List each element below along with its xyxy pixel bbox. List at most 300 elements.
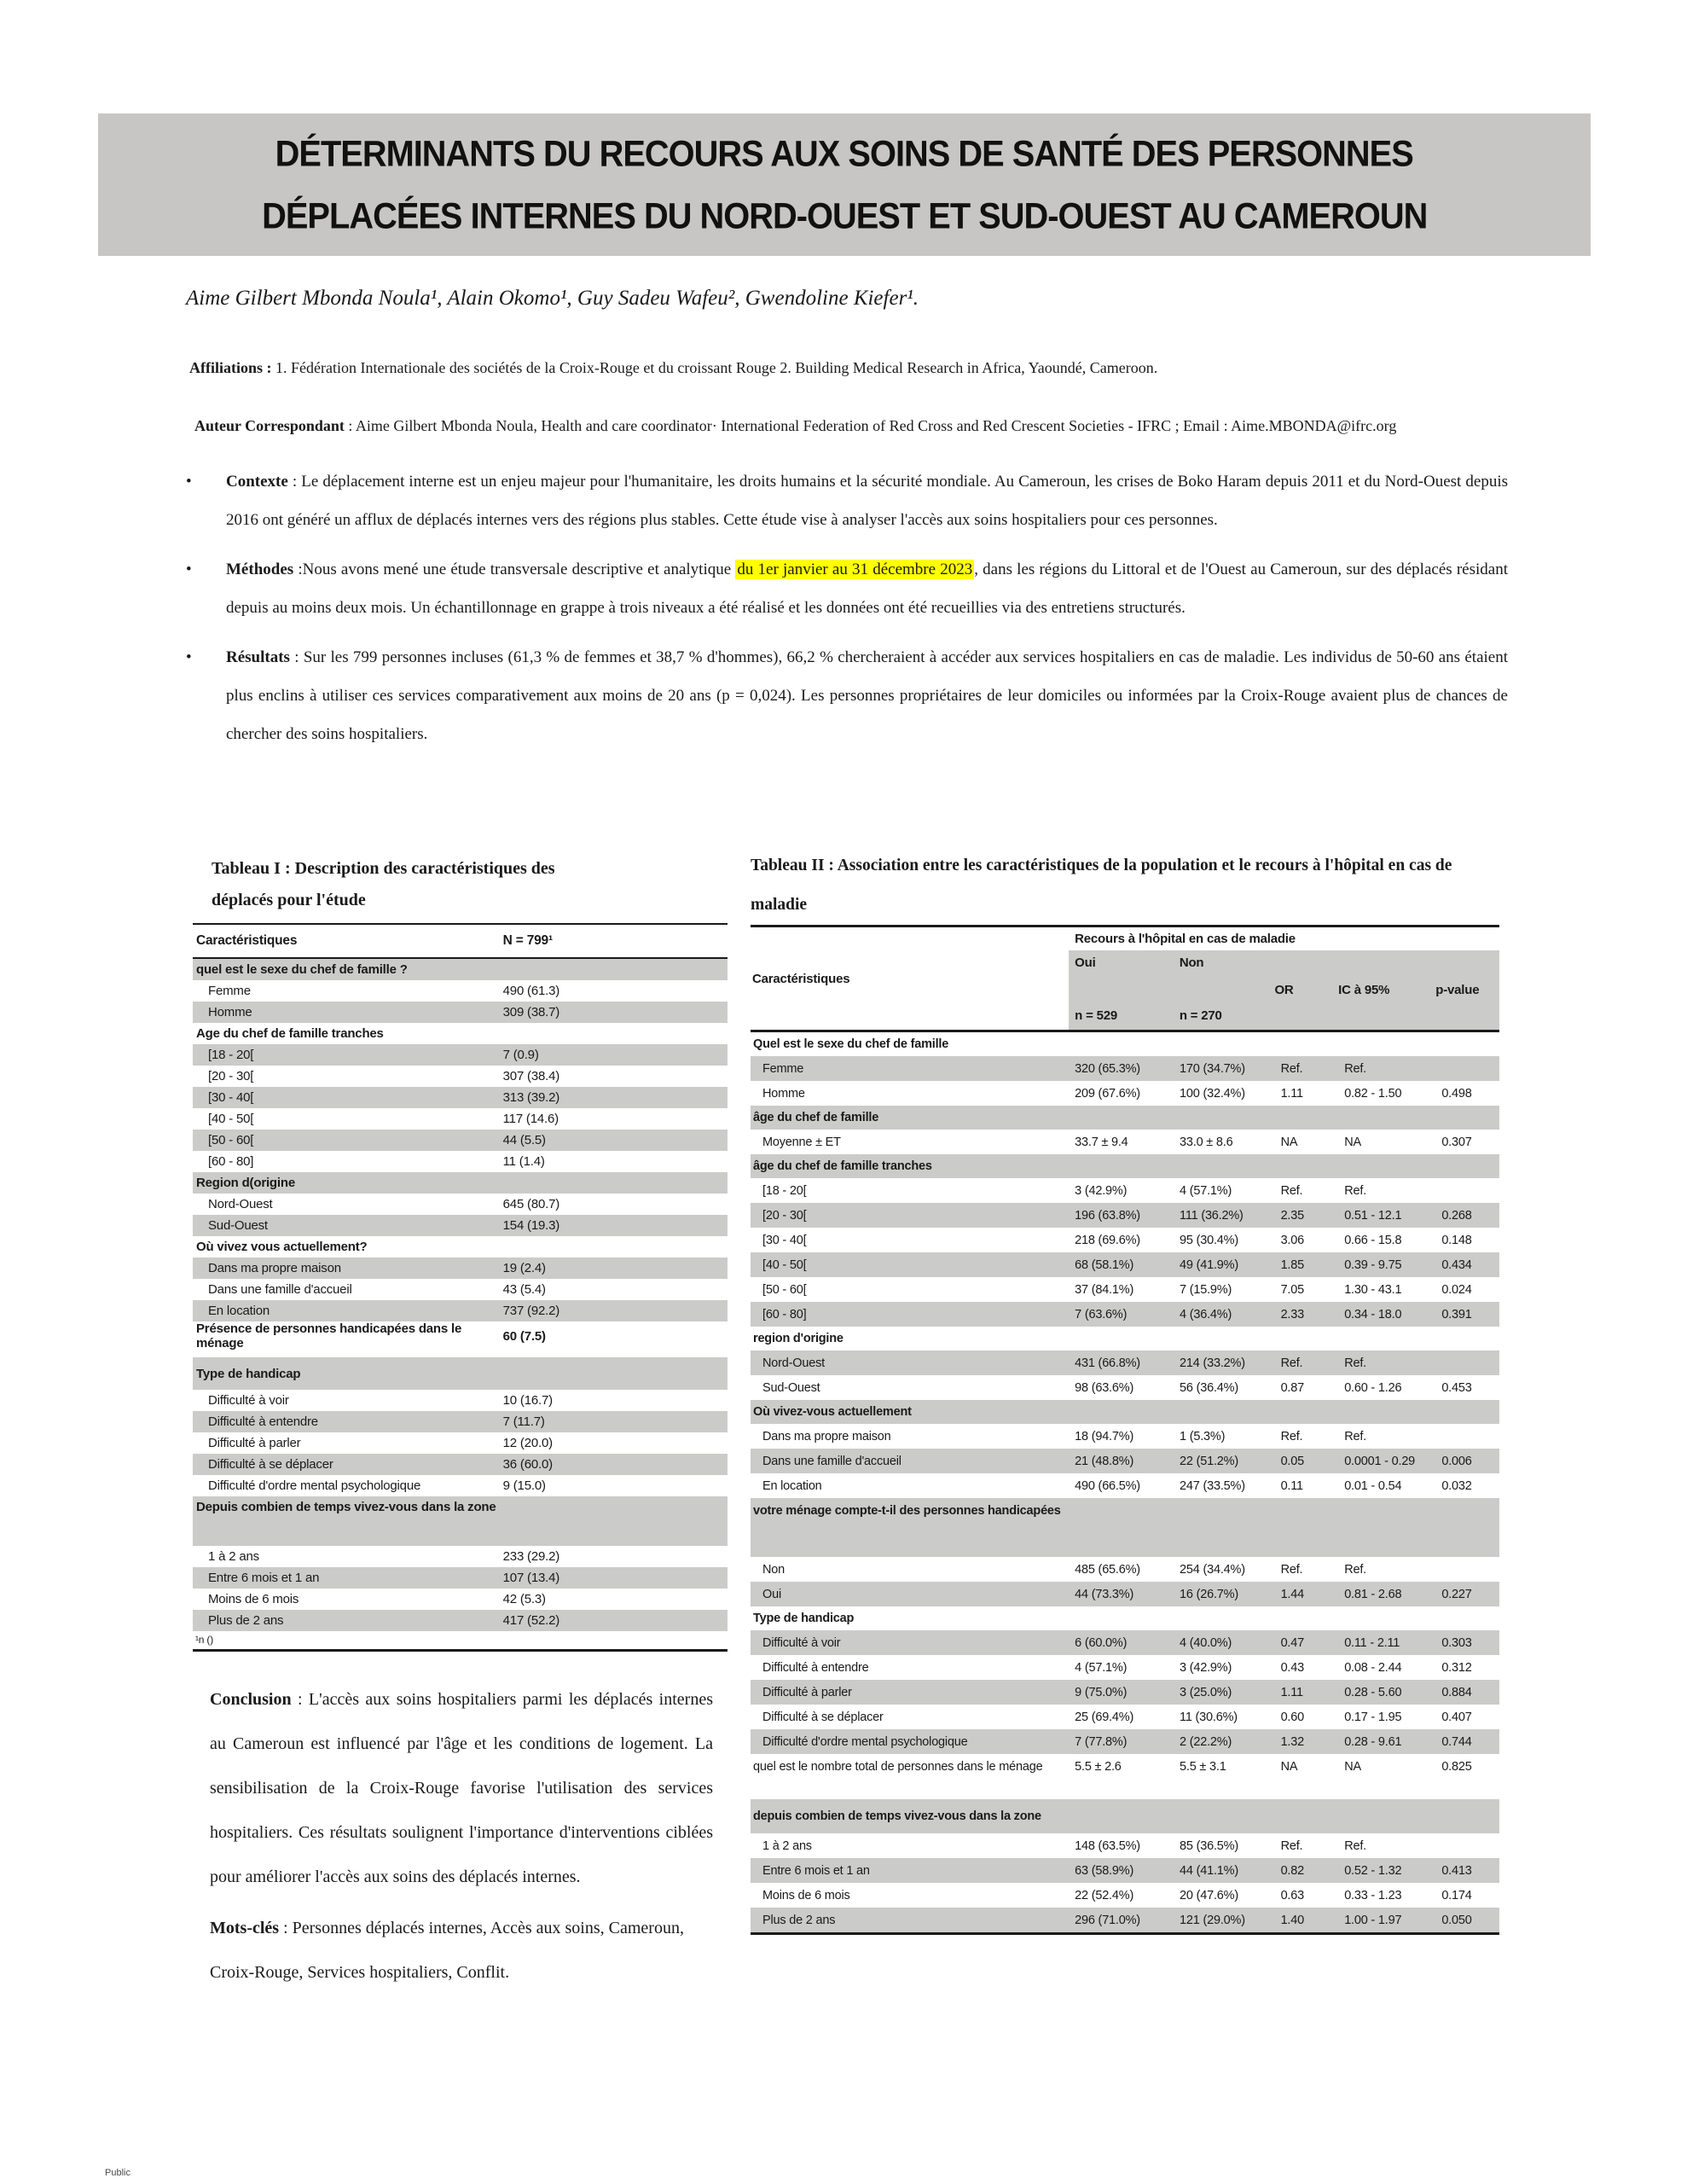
row-ic: 0.28 - 5.60: [1344, 1685, 1402, 1699]
row-value: 7 (0.9): [502, 1048, 539, 1062]
row-value: 7 (11.7): [502, 1414, 545, 1429]
row-non: 3 (42.9%): [1180, 1660, 1232, 1675]
row-pvalue: 0.174: [1441, 1888, 1472, 1902]
table2-row: [751, 1130, 1499, 1154]
row-non: 5.5 ± 3.1: [1180, 1759, 1226, 1774]
row-pvalue: 0.024: [1441, 1282, 1472, 1297]
row-or: 1.32: [1280, 1734, 1304, 1749]
row-label: Region d(origine: [196, 1176, 295, 1190]
table1-row: [193, 959, 728, 980]
row-label: Où vivez vous actuellement?: [196, 1240, 368, 1254]
table1-row: [193, 1023, 728, 1044]
table2-row: [751, 1606, 1499, 1630]
table2-header-span: Recours à l'hôpital en cas de maladie: [1075, 932, 1296, 946]
poster-title-line1: DÉTERMINANTS DU RECOURS AUX SOINS DE SANTÉ DES PERSONNES: [275, 132, 1414, 174]
table1: [193, 923, 728, 1652]
row-pvalue: 0.407: [1441, 1710, 1472, 1724]
row-ic: 1.30 - 43.1: [1344, 1282, 1402, 1297]
row-ic: 0.82 - 1.50: [1344, 1086, 1402, 1101]
row-label: Difficulté d'ordre mental psychologique: [762, 1734, 968, 1749]
row-or: 2.35: [1280, 1208, 1304, 1223]
row-ic: 0.01 - 0.54: [1344, 1478, 1402, 1493]
table1-row: [193, 980, 728, 1002]
row-oui: 33.7 ± 9.4: [1075, 1135, 1128, 1149]
row-pvalue: 0.434: [1441, 1258, 1472, 1272]
table2-row: [751, 1228, 1499, 1252]
row-pvalue: 0.227: [1441, 1587, 1472, 1601]
row-label: Moyenne ± ET: [762, 1135, 841, 1149]
bullet-resultats: [143, 638, 1508, 753]
table2-row: [751, 1858, 1499, 1883]
row-label: Nord-Ouest: [762, 1356, 825, 1370]
row-or: Ref.: [1280, 1838, 1303, 1853]
table2-header-columns: [1069, 950, 1499, 1030]
row-label: Où vivez-vous actuellement: [753, 1405, 912, 1419]
row-value: 309 (38.7): [502, 1005, 560, 1019]
row-label: Plus de 2 ans: [762, 1913, 836, 1927]
table2-row: [751, 1327, 1499, 1350]
table2-title: Tableau II : Association entre les caractéristiques de la population et le recours à l'hôpital en cas de maladie: [751, 857, 1452, 914]
row-ic: NA: [1344, 1135, 1361, 1149]
row-label: Difficulté à voir: [762, 1635, 841, 1650]
row-label: Nord-Ouest: [208, 1197, 273, 1211]
row-or: 3.06: [1280, 1233, 1304, 1247]
row-or: NA: [1280, 1135, 1298, 1149]
row-non: 254 (34.4%): [1180, 1562, 1245, 1577]
row-oui: 68 (58.1%): [1075, 1258, 1134, 1272]
row-oui: 485 (65.6%): [1075, 1562, 1140, 1577]
row-ic: Ref.: [1344, 1356, 1366, 1370]
row-non: 7 (15.9%): [1180, 1282, 1232, 1297]
row-value: 42 (5.3): [502, 1592, 546, 1606]
table1-row: [193, 1432, 728, 1454]
row-label: region d'origine: [753, 1332, 844, 1345]
poster-title-line2: DÉPLACÉES INTERNES DU NORD-OUEST ET SUD-OUEST AU CAMEROUN: [261, 195, 1428, 236]
row-non: 4 (36.4%): [1180, 1307, 1232, 1321]
row-oui: 7 (63.6%): [1075, 1307, 1128, 1321]
row-or: 0.82: [1280, 1863, 1304, 1878]
row-value: 107 (13.4): [502, 1571, 560, 1585]
row-label: Entre 6 mois et 1 an: [762, 1863, 870, 1878]
methodes-label: Méthodes: [226, 561, 294, 578]
row-oui: 7 (77.8%): [1075, 1734, 1128, 1749]
row-label: Moins de 6 mois: [762, 1888, 850, 1902]
table1-row: [193, 1589, 728, 1610]
table2-row: [751, 1754, 1499, 1779]
keywords-paragraph: [210, 1906, 713, 1995]
table1-row: [193, 1357, 728, 1390]
table2-row: [751, 1203, 1499, 1228]
row-non: 20 (47.6%): [1180, 1888, 1238, 1902]
affiliations-line: [189, 359, 1157, 377]
row-non: 1 (5.3%): [1180, 1429, 1226, 1443]
table1-row: [193, 1130, 728, 1151]
row-label: Moins de 6 mois: [208, 1592, 299, 1606]
row-ic: Ref.: [1344, 1562, 1366, 1577]
row-non: 100 (32.4%): [1180, 1086, 1245, 1101]
table2-row: [751, 1081, 1499, 1106]
row-label: Difficulté à parler: [208, 1436, 301, 1450]
row-oui: 209 (67.6%): [1075, 1086, 1140, 1101]
row-value: 490 (61.3): [502, 984, 560, 998]
row-ic: Ref.: [1344, 1061, 1366, 1076]
row-label: Difficulté à entendre: [762, 1660, 869, 1675]
row-oui: 4 (57.1%): [1075, 1660, 1128, 1675]
row-or: Ref.: [1280, 1562, 1303, 1577]
table2-row: [751, 1277, 1499, 1302]
row-or: 0.43: [1280, 1660, 1304, 1675]
row-label: Dans ma propre maison: [762, 1429, 891, 1443]
table1-row: [193, 1044, 728, 1066]
row-label: [50 - 60[: [208, 1133, 254, 1147]
row-label: quel est le sexe du chef de famille ?: [196, 962, 408, 977]
table2-header-ic: IC à 95%: [1338, 983, 1390, 997]
row-pvalue: 0.744: [1441, 1734, 1472, 1749]
methodes-highlighted-period: du 1er janvier au 31 décembre 2023: [737, 561, 973, 578]
table2-header: [751, 927, 1499, 1032]
row-oui: 196 (63.8%): [1075, 1208, 1140, 1223]
row-label: quel est le nombre total de personnes dans le ménage: [753, 1759, 1043, 1774]
row-pvalue: 0.453: [1441, 1380, 1472, 1395]
row-ic: 0.34 - 18.0: [1344, 1307, 1402, 1321]
table2-row: [751, 1655, 1499, 1680]
row-label: Age du chef de famille tranches: [196, 1026, 384, 1041]
row-pvalue: 0.307: [1441, 1135, 1472, 1149]
row-label: Femme: [208, 984, 251, 998]
row-or: 1.85: [1280, 1258, 1304, 1272]
row-non: 33.0 ± 8.6: [1180, 1135, 1233, 1149]
row-label: [40 - 50[: [208, 1112, 254, 1126]
table2-row: [751, 1302, 1499, 1327]
row-oui: 6 (60.0%): [1075, 1635, 1128, 1650]
row-non: 2 (22.2%): [1180, 1734, 1232, 1749]
row-label: Difficulté à se déplacer: [762, 1710, 884, 1724]
row-pvalue: 0.050: [1441, 1913, 1472, 1927]
row-label: Difficulté à se déplacer: [208, 1457, 333, 1472]
row-non: 111 (36.2%): [1180, 1208, 1244, 1223]
table2-row: [751, 1705, 1499, 1729]
row-or: 1.11: [1280, 1086, 1303, 1101]
table1-header-n: N = 799¹: [502, 933, 553, 948]
row-label: Type de handicap: [753, 1612, 855, 1625]
table2-row: [751, 1056, 1499, 1081]
corresponding-author-text: : Aime Gilbert Mbonda Noula, Health and care coordinator· International Federation of Red Cross and Red Crescent Societies - IFRC ; Email : Aime.MBONDA@ifrc.org: [344, 417, 1397, 434]
row-label: 1 à 2 ans: [762, 1838, 812, 1853]
table1-row: [193, 1496, 728, 1546]
table1-footnote: ¹n (): [195, 1634, 213, 1646]
table1-row: [193, 1236, 728, 1258]
row-pvalue: 0.032: [1441, 1478, 1472, 1493]
table2-body: [751, 1032, 1499, 1932]
row-oui: 490 (66.5%): [1075, 1478, 1140, 1493]
row-oui: 431 (66.8%): [1075, 1356, 1140, 1370]
row-oui: 44 (73.3%): [1075, 1587, 1134, 1601]
row-non: 170 (34.7%): [1180, 1061, 1245, 1076]
row-ic: 0.11 - 2.11: [1344, 1635, 1400, 1650]
row-ic: 0.60 - 1.26: [1344, 1380, 1402, 1395]
row-label: En location: [208, 1304, 270, 1318]
table1-header-caracteristiques: Caractéristiques: [196, 933, 298, 948]
row-non: 121 (29.0%): [1180, 1913, 1245, 1927]
row-pvalue: 0.391: [1441, 1307, 1472, 1321]
row-oui: 22 (52.4%): [1075, 1888, 1134, 1902]
row-oui: 37 (84.1%): [1075, 1282, 1134, 1297]
authors-line: Aime Gilbert Mbonda Noula¹, Alain Okomo¹, Guy Sadeu Wafeu², Gwendoline Kiefer¹.: [186, 287, 919, 310]
table2-row: [751, 1154, 1499, 1178]
row-oui: 63 (58.9%): [1075, 1863, 1134, 1878]
table2-row: [751, 1252, 1499, 1277]
table1-header: [193, 925, 728, 959]
row-or: 0.47: [1280, 1635, 1304, 1650]
row-label: Sud-Ouest: [208, 1218, 268, 1233]
conclusion-paragraph: [210, 1677, 713, 1899]
right-column: [751, 846, 1499, 1935]
row-label: votre ménage compte-t-il des personnes handicapées: [753, 1504, 1061, 1518]
row-ic: NA: [1344, 1759, 1361, 1774]
row-pvalue: 0.413: [1441, 1863, 1472, 1878]
row-label: Non: [762, 1562, 785, 1577]
row-ic: 0.81 - 2.68: [1344, 1587, 1402, 1601]
row-or: 1.40: [1280, 1913, 1304, 1927]
table1-row: [193, 1279, 728, 1300]
table2-header-pvalue: p-value: [1435, 983, 1480, 997]
row-label: [18 - 20[: [762, 1183, 807, 1198]
conclusion-text: : L'accès aux soins hospitaliers parmi les déplacés internes au Cameroun est influencé par l'âge et les conditions de logement. La sensibilisation de la Croix-Rouge favorise l'utilisation des services hospitaliers. Ces résultats soulignent l'importance d'interventions ciblées pour améliorer l'accès aux soins des déplacés internes.: [210, 1690, 713, 1886]
row-label: [50 - 60[: [762, 1282, 807, 1297]
row-ic: 0.17 - 1.95: [1344, 1710, 1402, 1724]
row-label: Oui: [762, 1587, 781, 1601]
row-label: [60 - 80]: [762, 1307, 807, 1321]
row-value: 307 (38.4): [502, 1069, 560, 1083]
table1-row: [193, 1002, 728, 1023]
table1-row: [193, 1475, 728, 1496]
row-non: 22 (51.2%): [1180, 1454, 1238, 1468]
row-value: 313 (39.2): [502, 1090, 560, 1105]
corresponding-author-line: [194, 417, 1396, 435]
public-classification-label: Public: [105, 2168, 130, 2178]
table2-header-right: [1069, 927, 1499, 1030]
row-label: depuis combien de temps vivez-vous dans la zone: [753, 1809, 1041, 1823]
row-oui: 5.5 ± 2.6: [1075, 1759, 1122, 1774]
row-label: Depuis combien de temps vivez-vous dans la zone: [196, 1500, 496, 1514]
row-or: Ref.: [1280, 1183, 1303, 1198]
row-value: 12 (20.0): [502, 1436, 553, 1450]
row-ic: Ref.: [1344, 1838, 1366, 1853]
table2-row: [751, 1779, 1499, 1799]
row-ic: 1.00 - 1.97: [1344, 1913, 1402, 1927]
table2-row: [751, 1833, 1499, 1858]
table2-row: [751, 1908, 1499, 1932]
table2-row: [751, 1729, 1499, 1754]
row-label: Entre 6 mois et 1 an: [208, 1571, 320, 1585]
row-label: Difficulté à parler: [762, 1685, 852, 1699]
table1-row: [193, 1087, 728, 1108]
row-or: 2.33: [1280, 1307, 1304, 1321]
table1-row: [193, 1390, 728, 1411]
row-oui: 320 (65.3%): [1075, 1061, 1140, 1076]
row-ic: 0.08 - 2.44: [1344, 1660, 1402, 1675]
row-non: 95 (30.4%): [1180, 1233, 1238, 1247]
row-value: 43 (5.4): [502, 1282, 546, 1297]
table1-row: [193, 1194, 728, 1215]
row-ic: 0.39 - 9.75: [1344, 1258, 1402, 1272]
row-oui: 9 (75.0%): [1075, 1685, 1128, 1699]
resultats-label: Résultats: [226, 648, 290, 666]
table1-row: [193, 1567, 728, 1589]
row-label: [30 - 40[: [762, 1233, 807, 1247]
row-pvalue: 0.884: [1441, 1685, 1472, 1699]
row-label: Difficulté à voir: [208, 1393, 289, 1408]
row-or: 7.05: [1280, 1282, 1304, 1297]
table2-row: [751, 1582, 1499, 1606]
row-non: 214 (33.2%): [1180, 1356, 1245, 1370]
row-pvalue: 0.498: [1441, 1086, 1472, 1101]
row-value: 44 (5.5): [502, 1133, 546, 1147]
row-or: 0.87: [1280, 1380, 1304, 1395]
row-value: 417 (52.2): [502, 1613, 560, 1628]
row-oui: 3 (42.9%): [1075, 1183, 1128, 1198]
table2: [751, 925, 1499, 1935]
left-column: [193, 853, 728, 1995]
title-banner: [98, 113, 1591, 256]
table2-header-non: [1174, 950, 1275, 1030]
non-label: Non: [1179, 956, 1204, 970]
row-label: [30 - 40[: [208, 1090, 254, 1105]
table1-row: [193, 1546, 728, 1567]
row-pvalue: 0.303: [1441, 1635, 1472, 1650]
table1-row: [193, 1108, 728, 1130]
row-value: 60 (7.5): [502, 1328, 546, 1344]
row-oui: 25 (69.4%): [1075, 1710, 1134, 1724]
row-label: [20 - 30[: [208, 1069, 254, 1083]
table2-row: [751, 1557, 1499, 1582]
table2-header-oui: [1069, 950, 1174, 1030]
row-or: Ref.: [1280, 1061, 1303, 1076]
bullet-methodes: [143, 550, 1508, 627]
methodes-text-post: , dans les régions du Littoral et de l'Ouest au Cameroun, sur des déplacés résidant depuis au moins deux mois. Un échantillonnage en grappe à trois niveaux a été réalisé et les données ont été recueillies via des entretiens structurés.: [226, 561, 1508, 617]
table2-row: [751, 1375, 1499, 1400]
affiliations-label: Affiliations :: [189, 359, 272, 376]
row-label: Dans une famille d'accueil: [762, 1454, 901, 1468]
row-value: 233 (29.2): [502, 1549, 560, 1564]
row-or: 0.60: [1280, 1710, 1304, 1724]
row-non: 16 (26.7%): [1180, 1587, 1238, 1601]
row-non: 3 (25.0%): [1180, 1685, 1232, 1699]
non-n: n = 270: [1179, 1008, 1222, 1023]
table2-row: [751, 1350, 1499, 1375]
row-value: 117 (14.6): [502, 1112, 559, 1126]
row-non: 85 (36.5%): [1180, 1838, 1238, 1853]
row-value: 19 (2.4): [502, 1261, 546, 1275]
table2-row: [751, 1449, 1499, 1473]
table1-row: [193, 1454, 728, 1475]
row-value: 36 (60.0): [502, 1457, 553, 1472]
row-label: [60 - 80]: [208, 1154, 254, 1169]
row-value: 154 (19.3): [502, 1218, 560, 1233]
row-or: Ref.: [1280, 1429, 1303, 1443]
row-ic: 0.51 - 12.1: [1344, 1208, 1402, 1223]
table2-row: [751, 1178, 1499, 1203]
row-oui: 18 (94.7%): [1075, 1429, 1134, 1443]
row-label: Homme: [208, 1005, 252, 1019]
row-value: 737 (92.2): [502, 1304, 560, 1318]
table1-row: [193, 1411, 728, 1432]
row-ic: 0.66 - 15.8: [1344, 1233, 1402, 1247]
oui-n: n = 529: [1075, 1008, 1118, 1023]
row-pvalue: 0.006: [1441, 1454, 1472, 1468]
row-label: En location: [762, 1478, 822, 1493]
table1-row: [193, 1172, 728, 1194]
row-label: âge du chef de famille: [753, 1111, 879, 1124]
table2-row: [751, 1400, 1499, 1424]
table2-row: [751, 1883, 1499, 1908]
row-non: 4 (57.1%): [1180, 1183, 1232, 1198]
row-or: NA: [1280, 1759, 1298, 1774]
row-label: âge du chef de famille tranches: [753, 1159, 932, 1173]
table2-header-caracteristiques: Caractéristiques: [752, 971, 850, 986]
row-label: Dans ma propre maison: [208, 1261, 341, 1275]
row-label: Femme: [762, 1061, 804, 1076]
table1-row: [193, 1321, 728, 1350]
row-value: 645 (80.7): [502, 1197, 560, 1211]
row-label: [20 - 30[: [762, 1208, 807, 1223]
table2-row: [751, 1032, 1499, 1056]
conclusion-label: Conclusion: [210, 1690, 292, 1709]
row-non: 49 (41.9%): [1180, 1258, 1238, 1272]
row-or: 0.11: [1280, 1478, 1303, 1493]
oui-label: Oui: [1075, 956, 1096, 970]
row-pvalue: 0.268: [1441, 1208, 1472, 1223]
row-or: 1.44: [1280, 1587, 1304, 1601]
table2-row: [751, 1680, 1499, 1705]
row-value: 11 (1.4): [502, 1154, 545, 1169]
row-label: Difficulté d'ordre mental psychologique: [208, 1478, 421, 1493]
table2-header-or: OR: [1274, 983, 1294, 997]
row-non: 44 (41.1%): [1180, 1863, 1238, 1878]
row-label: [18 - 20[: [208, 1048, 254, 1062]
row-non: 4 (40.0%): [1180, 1635, 1232, 1650]
row-label: 1 à 2 ans: [208, 1549, 259, 1564]
row-label: Dans une famille d'accueil: [208, 1282, 352, 1297]
row-oui: 218 (69.6%): [1075, 1233, 1140, 1247]
row-oui: 98 (63.6%): [1075, 1380, 1134, 1395]
contexte-text: : Le déplacement interne est un enjeu majeur pour l'humanitaire, les droits humains et la sécurité mondiale. Au Cameroun, les crises de Boko Haram depuis 2011 et du Nord-Ouest depuis 2016 ont généré un afflux de déplacés internes vers des régions plus stables. Cette étude vise à analyser l'accès aux soins hospitaliers pour ces personnes.: [226, 473, 1508, 529]
row-label: Présence de personnes handicapées dans le ménage: [196, 1321, 462, 1350]
row-non: 11 (30.6%): [1180, 1710, 1238, 1724]
table1-body: [193, 959, 728, 1631]
row-label: Type de handicap: [196, 1366, 301, 1381]
table2-row: [751, 1473, 1499, 1498]
table2-row: [751, 1106, 1499, 1130]
row-or: Ref.: [1280, 1356, 1303, 1370]
row-ic: 0.52 - 1.32: [1344, 1863, 1402, 1878]
row-oui: 21 (48.8%): [1075, 1454, 1134, 1468]
abstract-bullets: [143, 462, 1508, 764]
table1-row: [193, 1300, 728, 1321]
row-label: [40 - 50[: [762, 1258, 807, 1272]
row-oui: 296 (71.0%): [1075, 1913, 1140, 1927]
bullet-contexte: [143, 462, 1508, 539]
table1-title: Tableau I : Description des caractéristiques des déplacés pour l'étude: [212, 859, 555, 909]
table2-row: [751, 1799, 1499, 1833]
row-ic: 0.0001 - 0.29: [1344, 1454, 1416, 1468]
resultats-text: : Sur les 799 personnes incluses (61,3 % de femmes et 38,7 % d'hommes), 66,2 % chercheraient à accéder aux services hospitaliers en cas de maladie. Les individus de 50-60 ans étaient plus enclins à utiliser ces services comparativement aux moins de 20 ans (p = 0,024). Les personnes propriétaires de leur domiciles ou informées par la Croix-Rouge avaient plus de chances de chercher des soins hospitaliers.: [226, 648, 1508, 743]
corresponding-author-label: Auteur Correspondant: [194, 417, 345, 434]
row-ic: Ref.: [1344, 1183, 1366, 1198]
row-pvalue: 0.825: [1441, 1759, 1472, 1774]
row-or: 0.63: [1280, 1888, 1304, 1902]
row-non: 247 (33.5%): [1180, 1478, 1245, 1493]
